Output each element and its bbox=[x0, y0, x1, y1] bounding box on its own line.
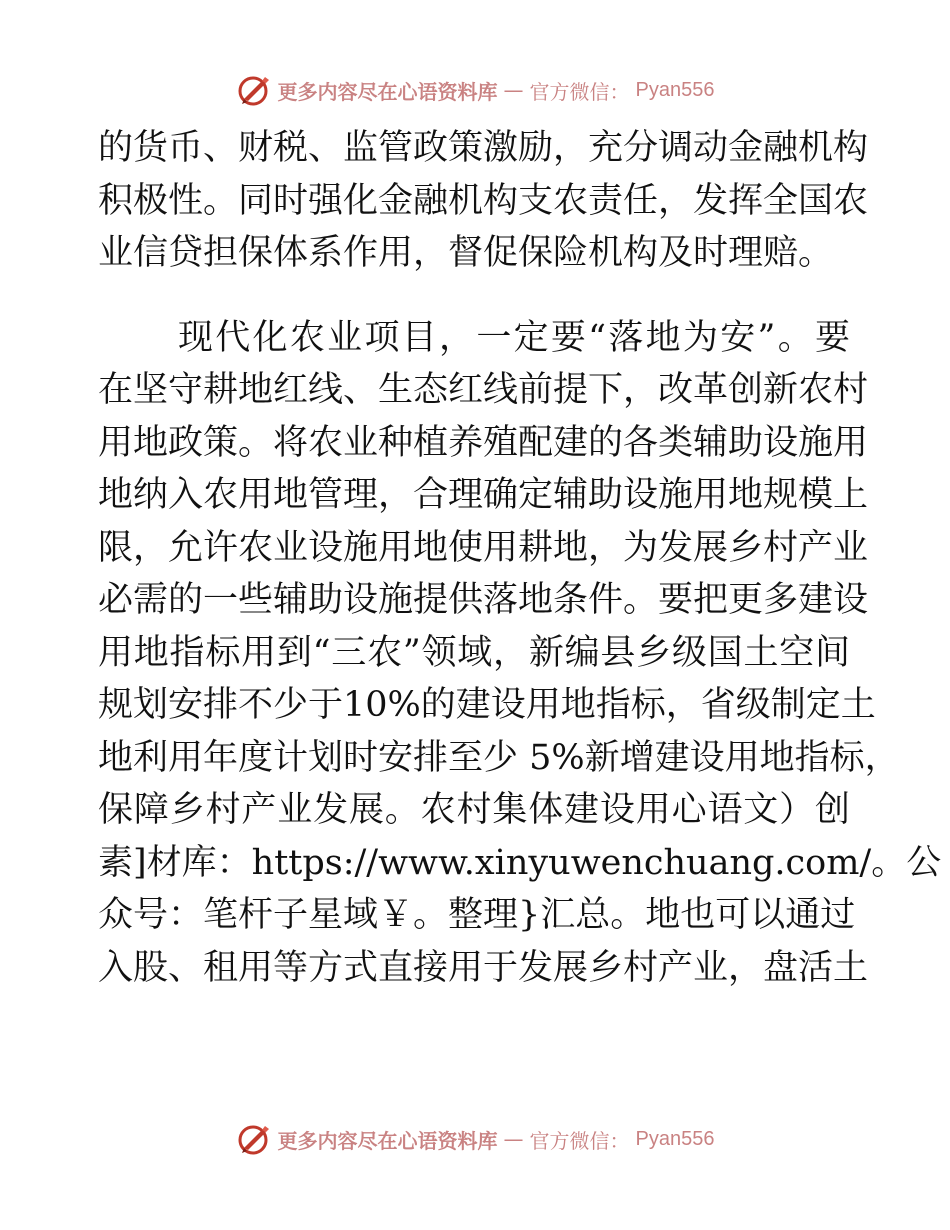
text-line: 入股、租用等方式直接用于发展乡村产业，盘活土 bbox=[98, 947, 869, 988]
pen-logo-icon bbox=[236, 1121, 272, 1157]
text-line: 地利用年度计划时安排至少 5%新增建设用地指标， bbox=[98, 737, 900, 778]
footer-watermark bbox=[0, 1117, 950, 1161]
text-line: 保障乡村产业发展。农村集体建设用心语文）创 bbox=[98, 790, 850, 830]
document-body bbox=[98, 122, 942, 994]
text-line: 在坚守耕地红线、生态红线前提下，改革创新农村 bbox=[98, 370, 869, 410]
text-line: 的货币、财税、监管政策激励，充分调动金融机构 bbox=[98, 128, 869, 168]
watermark-wechat-id: Pyan556 bbox=[635, 1127, 715, 1150]
watermark-dash: — bbox=[503, 1127, 524, 1151]
text-line: 业信贷担保体系作用，督促保险机构及时理赔。 bbox=[98, 233, 834, 273]
header-watermark bbox=[0, 68, 950, 112]
watermark-wechat-label: 官方微信： bbox=[529, 1128, 630, 1153]
watermark-wechat-label: 官方微信： bbox=[529, 79, 630, 104]
text-line: 素]材库：https://www.xinyuwenchuang.com/。公 bbox=[98, 842, 942, 883]
text-line: 用地指标用到“三农”领域，新编县乡级国土空间 bbox=[98, 632, 850, 673]
text-line: 积极性。同时强化金融机构支农责任，发挥全国农 bbox=[98, 180, 869, 221]
watermark-title: 更多内容尽在心语资料库 bbox=[277, 1128, 498, 1153]
paragraph-1 bbox=[98, 122, 869, 280]
text-line: 必需的一些辅助设施提供落地条件。要把更多建设 bbox=[98, 580, 869, 620]
text-line: 地纳入农用地管理，合理确定辅助设施用地规模上 bbox=[98, 475, 869, 515]
watermark-dash: — bbox=[503, 78, 524, 102]
watermark-group bbox=[236, 1121, 715, 1157]
text-line: 规划安排不少于10%的建设用地指标，省级制定土 bbox=[98, 685, 876, 725]
text-line: 众号：笔杆子星域￥。整理}汇总。地也可以通过 bbox=[98, 895, 856, 935]
paragraph-2 bbox=[98, 312, 942, 995]
text-line: 现代化农业项目，一定要“落地为安”。要 bbox=[178, 317, 850, 358]
paragraph-spacer bbox=[98, 280, 850, 312]
pen-logo-icon bbox=[236, 72, 272, 108]
text-line: 用地政策。将农业种植养殖配建的各类辅助设施用 bbox=[98, 422, 869, 463]
text-line: 限，允许农业设施用地使用耕地，为发展乡村产业 bbox=[98, 527, 869, 568]
watermark-group bbox=[236, 72, 715, 108]
watermark-title: 更多内容尽在心语资料库 bbox=[277, 79, 498, 104]
watermark-wechat-id: Pyan556 bbox=[635, 78, 715, 101]
